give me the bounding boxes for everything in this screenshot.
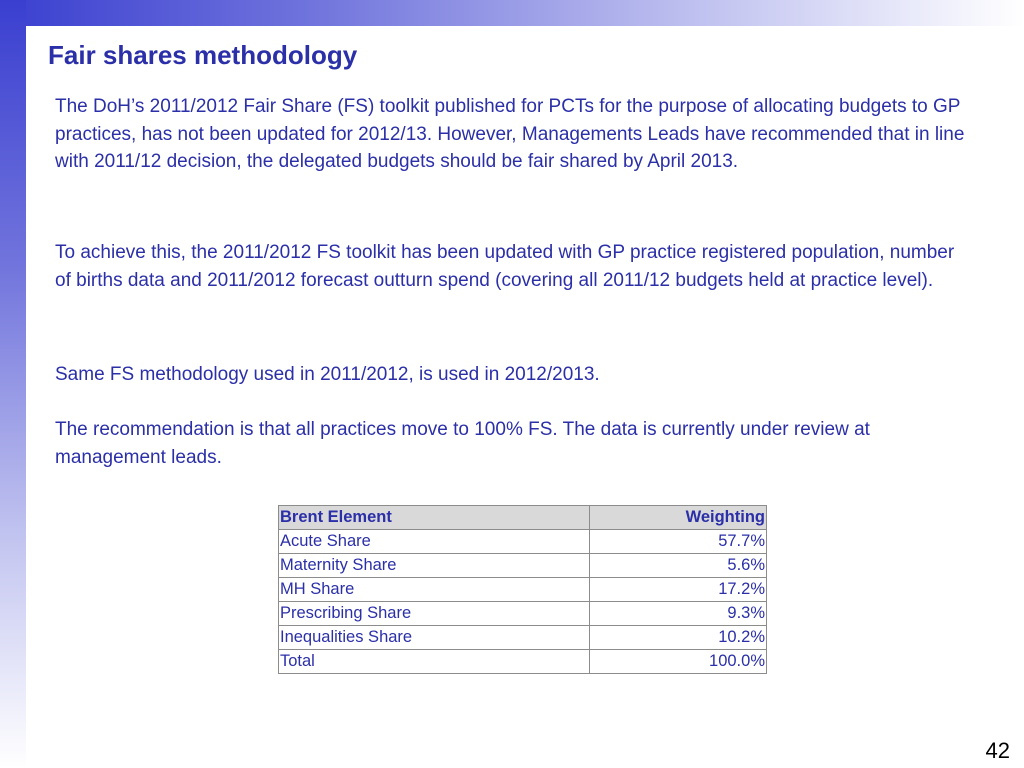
top-gradient-band (0, 0, 1024, 26)
table-row (279, 626, 767, 650)
header-weighting: Weighting (590, 506, 767, 530)
weighting-cell: 10.2% (590, 626, 767, 650)
element-cell: Maternity Share (279, 554, 590, 578)
left-gradient-band (0, 0, 26, 768)
table-total-row (279, 650, 767, 674)
paragraph-methodology: Same FS methodology used in 2011/2012, is used in 2012/2013. (55, 364, 600, 385)
paragraph-toolkit-update: To achieve this, the 2011/2012 FS toolkit has been updated with GP practice registered population, number of births data and 2011/2012 forecast outturn spend (covering all 2011/12 budgets held at practice level). (55, 242, 955, 291)
table-header-row (279, 506, 767, 530)
weighting-cell: 57.7% (590, 530, 767, 554)
weighting-table (278, 505, 767, 674)
slide-title: Fair shares methodology (48, 40, 358, 70)
element-cell: Prescribing Share (279, 602, 590, 626)
table-row (279, 602, 767, 626)
page-number: 42 (985, 738, 1010, 763)
table-row (279, 578, 767, 602)
total-value-cell: 100.0% (590, 650, 767, 674)
header-brent-element: Brent Element (279, 506, 590, 530)
element-cell: Acute Share (279, 530, 590, 554)
element-cell: MH Share (279, 578, 590, 602)
paragraph-recommendation: The recommendation is that all practices move to 100% FS. The data is currently under review at management leads. (55, 419, 870, 468)
table-row (279, 554, 767, 578)
weighting-cell: 9.3% (590, 602, 767, 626)
weighting-cell: 17.2% (590, 578, 767, 602)
weighting-cell: 5.6% (590, 554, 767, 578)
paragraph-toolkit-background: The DoH’s 2011/2012 Fair Share (FS) toolkit published for PCTs for the purpose of allocating budgets to GP practices, has not been updated for 2012/13. However, Managements Leads have recommended that in line with 2011/12 decision, the delegated budgets should be fair shared by April 2013. (55, 96, 965, 172)
element-cell: Inequalities Share (279, 626, 590, 650)
total-label-cell: Total (279, 650, 590, 674)
table-row (279, 530, 767, 554)
